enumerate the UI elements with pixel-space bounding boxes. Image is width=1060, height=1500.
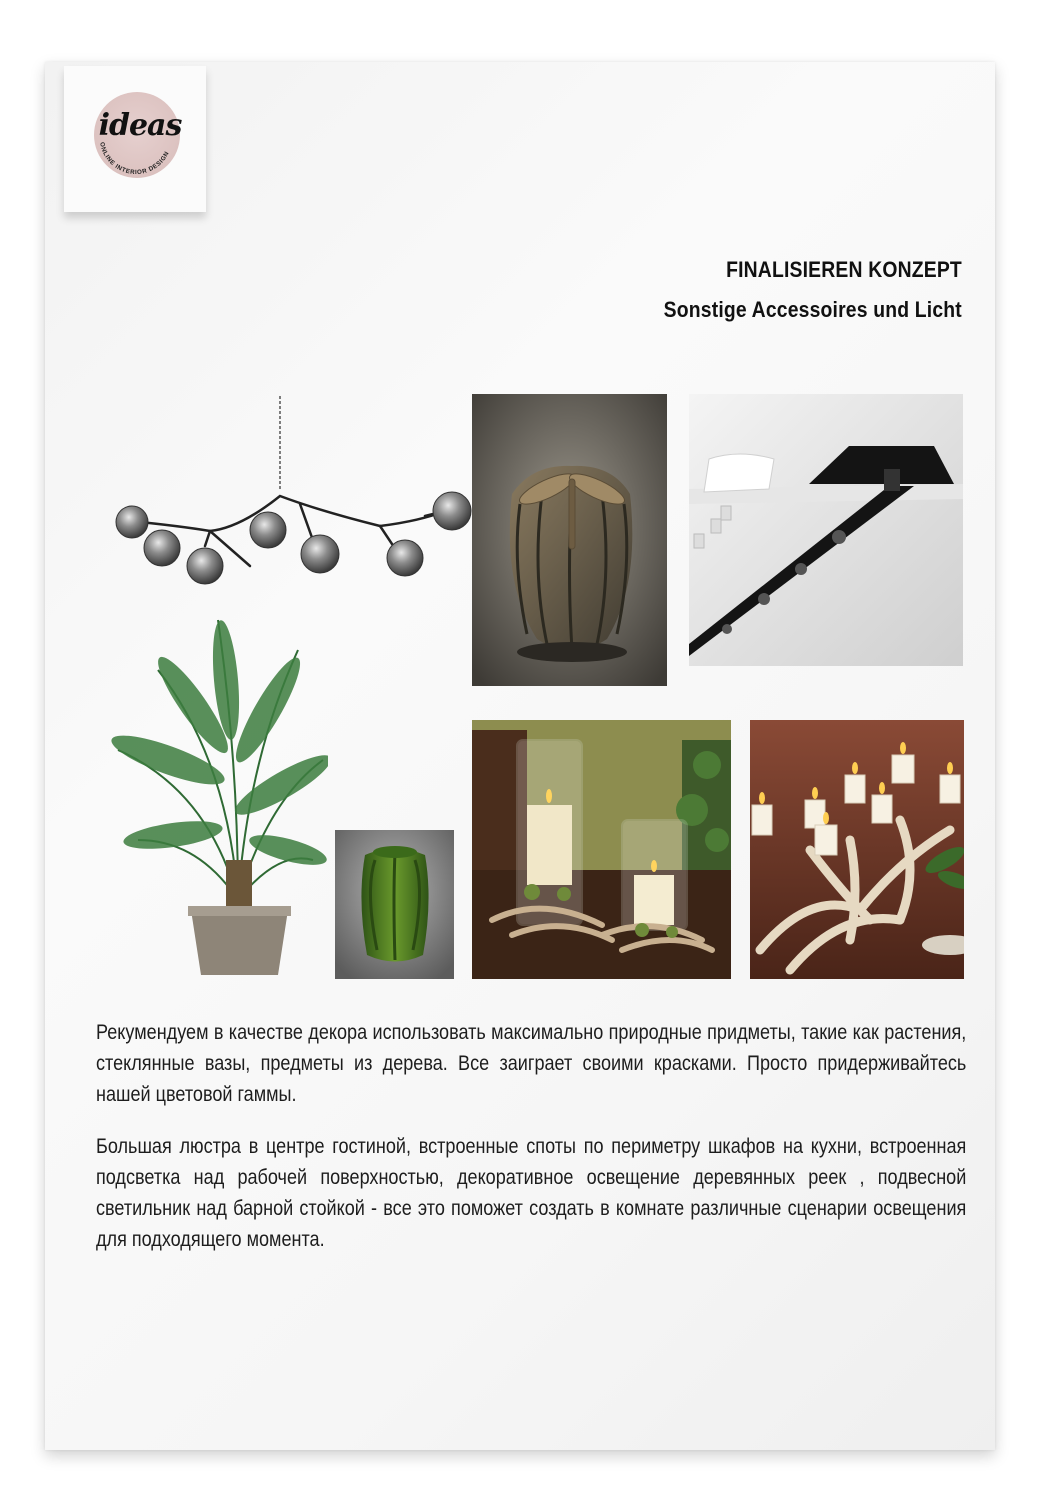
palm-plant-image	[98, 610, 328, 980]
candle	[752, 805, 772, 835]
spot-light	[722, 624, 732, 634]
chandelier-globe	[116, 506, 148, 538]
page-title: FINALISIEREN KONZEPT	[726, 257, 962, 282]
paragraph-decor: Рекумендуем в качестве декора использовать максимально природные придметы, такие как растения, стеклянные вазы, предметы из дерева. Все заиграет своими красками. Просто придерживайтесь нашей цветовой гаммы.	[96, 1021, 967, 1106]
dragonfly-vase-image	[472, 394, 667, 686]
candle	[892, 755, 914, 783]
candle	[527, 805, 572, 885]
logo-tagline-text: ONLINE INTERIOR DESIGN	[98, 141, 171, 177]
logo-word: ideas	[98, 108, 182, 143]
candle	[845, 775, 865, 803]
svg-text:ONLINE INTERIOR DESIGN	[98, 142, 171, 177]
green-vase-image	[335, 830, 454, 979]
chandelier-globe	[250, 512, 286, 548]
candle	[872, 795, 892, 823]
chandelier-globe	[301, 535, 339, 573]
candle	[940, 775, 960, 803]
dragonfly-body	[569, 479, 575, 549]
candle	[634, 875, 674, 925]
chandelier-globe	[433, 492, 471, 530]
antler-candelabra-image	[750, 720, 964, 979]
spot-light	[832, 530, 846, 544]
chandelier-globe	[144, 530, 180, 566]
chandelier-globe	[387, 540, 423, 576]
chandelier-globe	[187, 548, 223, 584]
candle	[815, 825, 837, 855]
header	[664, 250, 962, 330]
logo-tagline	[84, 86, 188, 190]
paragraph-lighting: Большая люстра в центре гостиной, встроенные споты по периметру шкафов на кухни, встроенная подсветка над рабочей поверхностью, декоративное освещение деревянных реек , подвесной светильник над барной стойкой - все это поможет создать в комнате различные сценарии освещения для подходящего момента.	[96, 1135, 967, 1251]
spot-light	[795, 563, 807, 575]
chandelier-image	[100, 396, 480, 606]
hurricane-candles-image	[472, 720, 731, 979]
candle	[805, 800, 825, 828]
page-subtitle: Sonstige Accessoires und Licht	[663, 297, 962, 322]
track-lighting-image	[689, 394, 963, 666]
spot-light	[758, 593, 770, 605]
